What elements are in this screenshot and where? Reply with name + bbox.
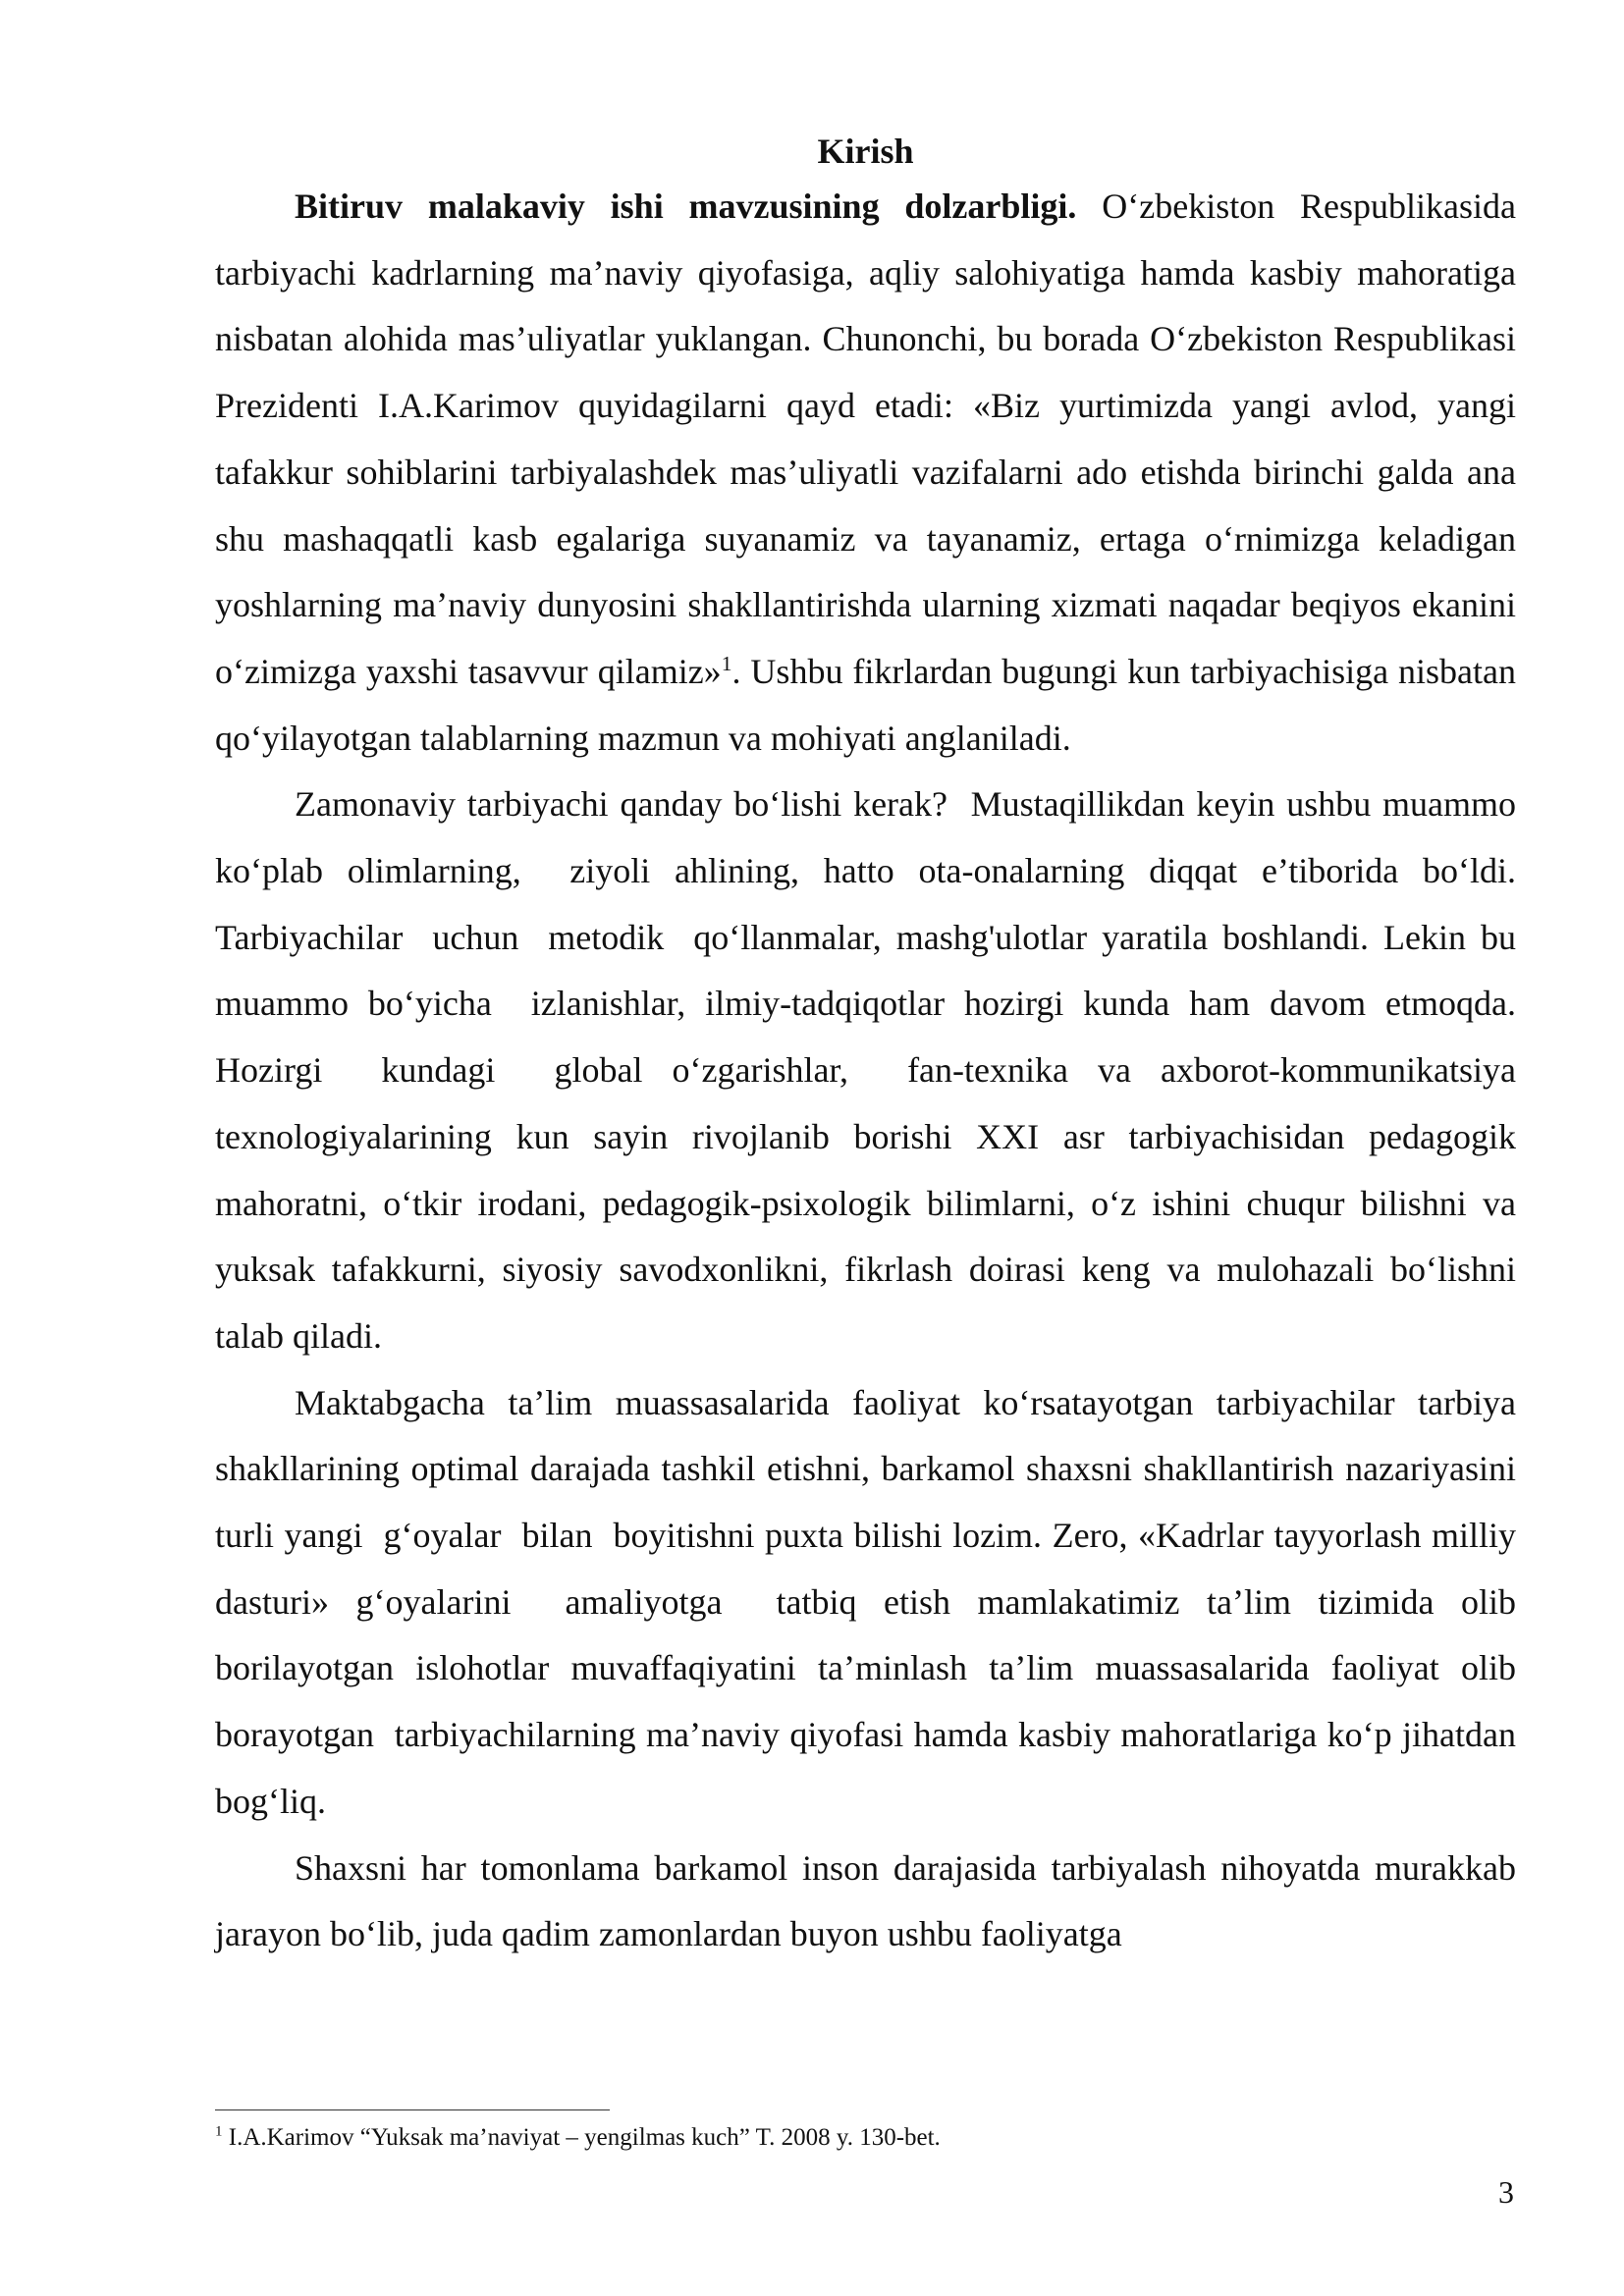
footnote-text: I.A.Karimov “Yuksak ma’naviyat – yengilmas kuch” T. 2008 y. 130-bet. xyxy=(222,2124,941,2151)
footnote xyxy=(215,2123,1516,2153)
paragraph-3: Maktabgacha ta’lim muassasalarida faoliyat ko‘rsatayotgan tarbiyachilar tarbiya shakllarining optimal darajada tashkil etishni, barkamol shaxsni shakllantirish nazariyasini turli yangi g‘oyalar bilan boyitishni puxta bilishi lozim. Zero, «Kadrlar tayyorlash milliy dasturi» g‘oyalarini amaliyotga tatbiq etish mamlakatimiz ta’lim tizimida olib borilayotgan islohotlar muvaffaqiyatini ta’minlash ta’lim muassasalarida faoliyat olib borayotgan tarbiyachilarning ma’naviy qiyofasi hamda kasbiy mahoratlariga ko‘p jihatdan bog‘liq. xyxy=(215,1382,1534,1821)
page-body xyxy=(215,130,1534,1968)
footnote-number: 1 xyxy=(215,2123,223,2140)
footnote-separator xyxy=(215,2109,610,2110)
relevance-lead: Bitiruv malakaviy ishi mavzusining dolzarbligi. xyxy=(295,187,1077,226)
paragraph-1 xyxy=(215,174,1526,772)
paragraph-1-tail: . Ushbu fikrlardan bugungi kun tarbiyachisiga nisbatan qo‘yilayotgan talablarning mazmun va mohiyati anglaniladi. xyxy=(215,651,1525,758)
paragraph-4: Shaxsni har tomonlama barkamol inson darajasida tarbiyalash nihoyatda murakkab jarayon bo‘lib, juda qadim zamonlardan buyon ushbu faoliyatga xyxy=(215,1847,1525,1954)
footnote-reference[interactable]: 1 xyxy=(721,651,732,675)
paragraph-2: Zamonaviy tarbiyachi qanday bo‘lishi kerak? Mustaqillikdan keyin ushbu muammo ko‘plab olimlarning, ziyoli ahlining, hatto ota-onalarning diqqat e’tiborida bo‘ldi. Tarbiyachilar uchun metodik qo‘llanmalar, mashg'ulotlar yaratila boshlandi. Lekin bu muammo bo‘yicha izlanishlar, ilmiy-tadqiqotlar hozirgi kunda ham davom etmoqda. Hozirgi kundagi global o‘zgarishlar, fan-texnika va axborot-kommunikatsiya texnologiyalarining kun sayin rivojlanib borishi XXI asr tarbiyachisidan pedagogik mahoratni, o‘tkir irodani, pedagogik-psixologik bilimlarni, o‘z ishini chuqur bilishni va yuksak tafakkurni, siyosiy savodxonlikni, fikrlash doirasi keng va mulohazali bo‘lishni talab qiladi. xyxy=(215,784,1534,1356)
paragraph-1-text: O‘zbekiston Respublikasida tarbiyachi kadrlarning ma’naviy qiyofasiga, aqliy salohiyatiga hamda kasbiy mahoratiga nisbatan alohida mas’uliyatlar yuklangan. Chunonchi, bu borada O‘zbekiston Respublikasi Prezidenti I.A.Karimov quyidagilarni qayd etadi: «Biz yurtimizda yangi avlod, yangi tafakkur sohiblarini tarbiyalashdek mas’uliyatli vazifalarni ado etishda birinchi galda ana shu mashaqqatli kasb egalariga suyanamiz va tayanamiz, ertaga o‘rnimizga keladigan yoshlarning ma’naviy dunyosini shakllantirishda ularning xizmati naqadar beqiyos ekanini o‘zimizga yaxshi tasavvur qilamiz» xyxy=(215,187,1526,691)
page-number: 3 xyxy=(1498,2174,1514,2210)
section-heading: Kirish xyxy=(817,132,914,171)
